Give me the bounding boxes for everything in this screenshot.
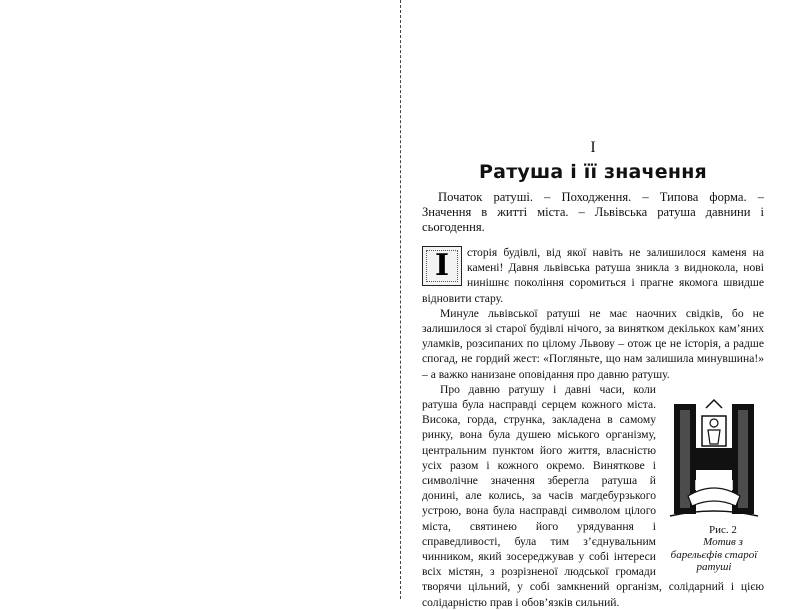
page-fold-line [400,0,401,599]
figure-caption-text: Мотив з барельєфів старої ратуші [670,536,758,574]
relief-illustration [666,396,762,524]
book-page [422,138,764,610]
paragraph-1-text: сторія будівлі, від якої навіть не залишилося каменя на камені! Давня львівська ратуша зникла з виднокола, нові нинішнє покоління соромиться і прагне якомога швидше відновити стару. [422,246,764,305]
figure-caption [664,524,764,574]
paragraph-3 [422,382,764,610]
figure-label: Рис. 2 [709,523,737,536]
paragraph-2: Минуле львівської ратуші не має наочних свідків, бо не залишилося зі старої будівлі нічого, за винятком декількох кам’яних уламків, розсипаних по цілому Львову – отож це не історія, а радше спогад, не гордий жест: «Погляньте, що нам залишила минувшина!» – а важко нанизане оповідання про давню ратушу. [422,306,764,381]
chapter-number: І [590,139,596,156]
drop-cap-letter: І [434,248,450,283]
chapter-title: Ратуша і її значення [479,161,707,183]
paragraph-1 [422,245,764,306]
drop-cap-ornament [422,246,462,286]
chapter-summary: Початок ратуші. – Походження. – Типова форма. – Значення в житті міста. – Львівська ратуша давнини і сьогодення. [422,190,764,234]
figure-relief [664,396,764,574]
paragraph-3-text: Про давню ратушу і давні часи, коли ратуша була насправді серцем кожного міста. Висока, горда, струнка, закладена в самому ринку, вона була душею міського організму, центральним пунктом його життя, власністю усіх разом і кожного окремо. Виняткове і символічне значення зберегла ратуша й донині, але колись, за часів магдебурзького устрою, вона була насправді символом цілого міста, святинею його урядування і справедливості, була тим з’єднувальним чинником, який зосереджував у собі інтереси всіх містян, з розрізненої людської громади творячи цільний, у собі замкнений організм, солідарний і цією солідарністю прав і обов’язків сильний. [422,382,764,609]
